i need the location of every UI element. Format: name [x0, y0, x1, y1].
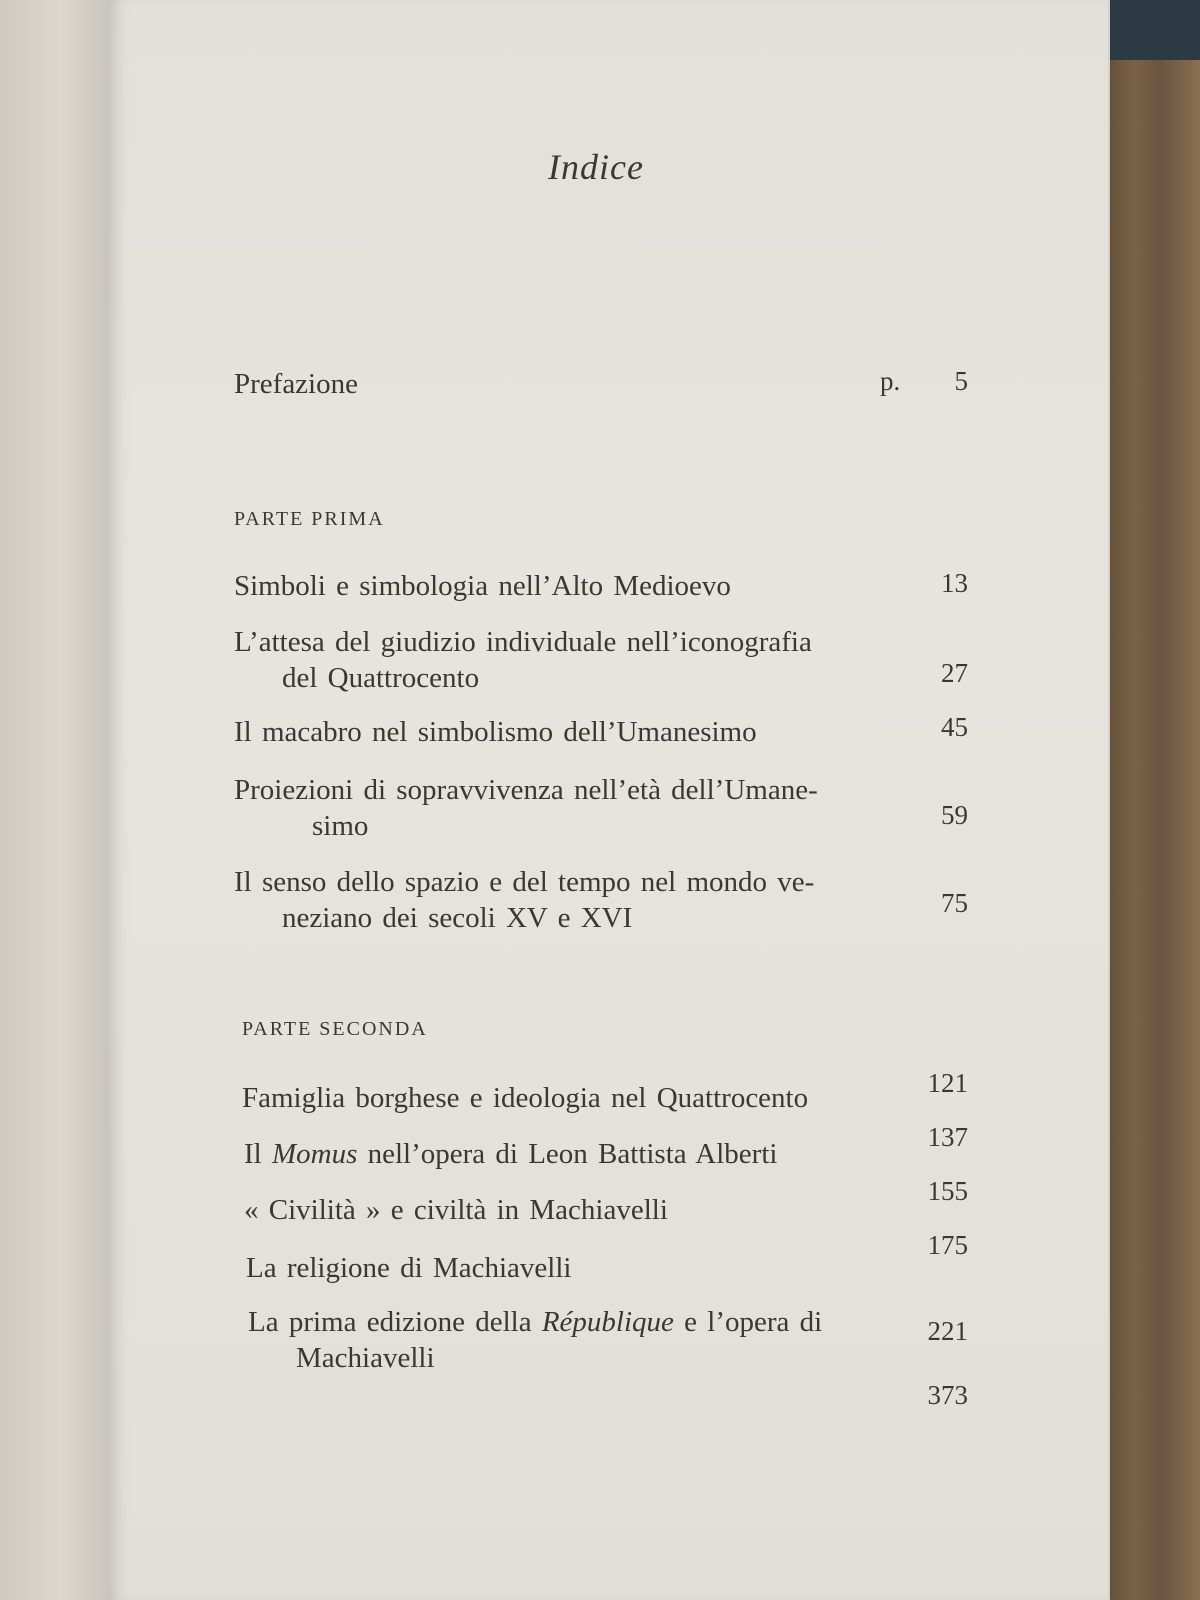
- toc-page-number: 75: [941, 888, 968, 918]
- part-heading: PARTE SECONDA: [242, 1018, 428, 1040]
- toc-entry-continuation: del Quattrocento: [282, 662, 480, 694]
- toc-title-part: e l’opera di: [673, 1306, 823, 1338]
- toc-entry-title: [248, 1304, 888, 1340]
- toc-entry: [234, 714, 874, 750]
- toc-title-part: La prima edizione della: [248, 1306, 542, 1338]
- toc-entry-title: Famiglia borghese e ideologia nel Quattrocento: [242, 1082, 809, 1114]
- toc-page-number: 373: [927, 1380, 968, 1410]
- toc-entry-title: Il macabro nel simbolismo dell’Umanesimo: [234, 716, 757, 748]
- toc-page-number: 27: [941, 658, 968, 688]
- toc-entry-title: Proiezioni di sopravvivenza nell’età dell’Umane-: [234, 774, 818, 806]
- part-heading: PARTE PRIMA: [234, 508, 385, 530]
- toc-entry: [234, 568, 874, 604]
- toc-title-italic: Momus: [271, 1138, 358, 1170]
- page-prefix: p.: [880, 366, 901, 396]
- toc-title-italic: République: [541, 1306, 674, 1338]
- toc-entry-title: Il senso dello spazio e del tempo nel mondo ve-: [234, 866, 815, 898]
- toc-page-number: 45: [941, 712, 968, 742]
- toc-page-number: 13: [941, 568, 968, 598]
- toc-entry-continuation: neziano dei secoli XV e XVI: [282, 902, 633, 934]
- toc-entry-continuation: Machiavelli: [296, 1342, 435, 1374]
- toc-entry-title: « Civilità » e civiltà in Machiavelli: [244, 1194, 668, 1226]
- toc-entry: [234, 864, 874, 936]
- toc-entry: [234, 624, 874, 696]
- toc-entry-title: La religione di Machiavelli: [246, 1252, 572, 1284]
- toc-title-part: Il: [244, 1138, 272, 1170]
- toc-page-number: 121: [927, 1068, 968, 1098]
- toc-entry: [242, 1080, 882, 1116]
- toc-entry: [244, 1192, 884, 1228]
- toc-entry-preface: [234, 366, 874, 402]
- toc-entry-title: Prefazione: [234, 368, 358, 400]
- toc-entry-continuation: simo: [312, 810, 369, 842]
- toc-page-number: 5: [954, 366, 968, 396]
- toc-page-number: 221: [927, 1316, 968, 1346]
- toc-page-number: 175: [927, 1230, 968, 1260]
- toc-page-number: 155: [927, 1176, 968, 1206]
- toc-page-number: 137: [927, 1122, 968, 1152]
- toc-page-number: 59: [941, 800, 968, 830]
- toc-entry-title: Simboli e simbologia nell’Alto Medioevo: [234, 570, 731, 602]
- toc-entry: [246, 1250, 886, 1286]
- wooden-surface: [1100, 0, 1200, 1600]
- toc-entry: [244, 1136, 884, 1172]
- toc-entry-title: L’attesa del giudizio individuale nell’iconografia: [234, 626, 812, 658]
- toc-title-part: nell’opera di Leon Battista Alberti: [357, 1138, 778, 1170]
- page-title: Indice: [548, 147, 644, 187]
- book-page: [108, 0, 1108, 1600]
- toc-entry: [234, 772, 874, 844]
- toc-entry-title: [244, 1136, 884, 1172]
- toc-entry: [248, 1304, 888, 1376]
- left-page-edge: [0, 0, 112, 1600]
